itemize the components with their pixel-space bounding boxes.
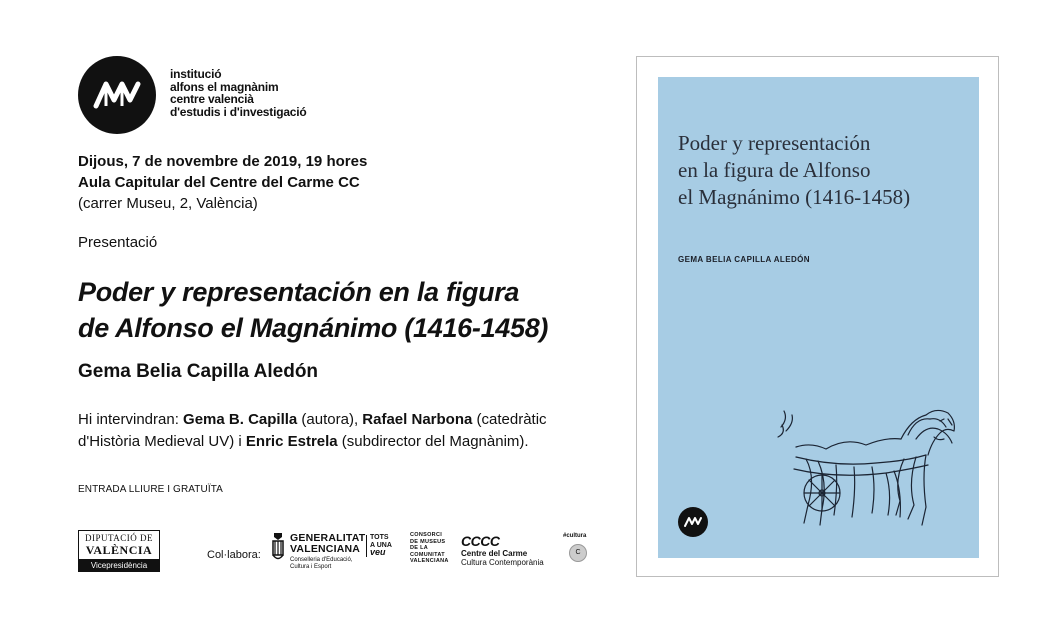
cover-title-line: Poder y representación — [678, 131, 871, 155]
generalitat-shield-icon — [271, 531, 285, 563]
institution-line: d'estudis i d'investigació — [170, 104, 307, 119]
consorci-line: DE MUSEUS — [410, 538, 446, 545]
event-type-label: Presentació — [78, 234, 158, 251]
logo-mark-icon — [678, 507, 708, 537]
institution-logo — [78, 56, 156, 134]
tots-line: TOTS — [370, 534, 389, 541]
tots-a-una-veu-logo — [370, 534, 392, 557]
tots-line: veu — [370, 547, 386, 557]
speaker-role: (subdirector del Magnànim). — [337, 433, 529, 450]
cd-letter: C — [575, 549, 581, 556]
book-author: Gema Belia Capilla Aledón — [78, 361, 319, 382]
cccc-subtitle: Cultura Contemporània — [461, 558, 544, 567]
event-date: Dijous, 7 de novembre de 2019, 19 hores — [78, 153, 368, 170]
consorci-line: DE LA — [410, 545, 428, 552]
divider — [366, 535, 367, 557]
cover-title-line: el Magnánimo (1416-1458) — [678, 185, 911, 209]
book-title — [78, 274, 548, 346]
entry-note: ENTRADA LLIURE I GRATUÏTA — [78, 484, 223, 495]
institution-line: alfons el magnànim — [170, 79, 279, 94]
institution-line: centre valencià — [170, 92, 254, 106]
consorci-museus-logo — [410, 532, 449, 565]
book-title-line: Poder y representación en la figura — [78, 277, 520, 307]
generalitat-name — [290, 533, 365, 555]
consorci-line: COMUNITAT — [410, 551, 445, 558]
tots-line: A UNA — [370, 541, 392, 549]
institution-name — [170, 68, 307, 118]
book-cover — [658, 77, 979, 558]
speaker-role: (autora), — [297, 411, 363, 428]
speaker-name: Enric Estrela — [245, 433, 338, 450]
horses-illustration-icon — [776, 397, 966, 537]
diputacio-line: DIPUTACIÓ DE — [84, 533, 154, 543]
event-venue: Aula Capitular del Centre del Carme CC — [78, 174, 360, 191]
event-address: (carrer Museu, 2, València) — [78, 195, 258, 212]
speakers-paragraph — [78, 409, 547, 453]
cover-title — [678, 130, 910, 211]
generalitat-sub-line: Conselleria d'Educació, — [290, 557, 353, 563]
speakers-intro: Hi intervindran: — [78, 411, 184, 428]
speaker-role: d'Història Medieval UV) i — [78, 433, 246, 450]
speaker-role: (catedràtic — [472, 411, 547, 428]
generalitat-subtitle — [290, 557, 353, 571]
consorci-line: CONSORCI — [410, 532, 443, 538]
generalitat-line: GENERALITAT — [290, 532, 366, 544]
cd-disc-icon — [569, 544, 587, 562]
cultura-label: #cultura — [563, 533, 587, 539]
collab-label: Col·labora: — [207, 549, 261, 561]
cover-title-line: en la figura de Alfonso — [678, 158, 871, 182]
cccc-name: Centre del Carme — [461, 549, 528, 558]
logo-mark-icon — [78, 56, 156, 134]
consorci-line: VALENCIANA — [410, 558, 449, 565]
cover-author: GEMA BELIA CAPILLA ALEDÓN — [678, 255, 810, 264]
generalitat-sub-line: Cultura i Esport — [290, 564, 332, 570]
diputacio-logo — [78, 530, 160, 572]
cccc-logo-mark: CCCC — [461, 533, 500, 549]
book-title-line: de Alfonso el Magnánimo (1416-1458) — [78, 313, 549, 343]
speaker-name: Gema B. Capilla — [183, 411, 298, 428]
generalitat-line: VALENCIANA — [290, 543, 361, 555]
cover-publisher-logo — [678, 507, 708, 537]
institution-line: institució — [170, 67, 222, 81]
diputacio-bar: Vicepresidència — [78, 560, 160, 572]
speaker-name: Rafael Narbona — [362, 411, 473, 428]
diputacio-line: VALÈNCIA — [85, 543, 153, 557]
